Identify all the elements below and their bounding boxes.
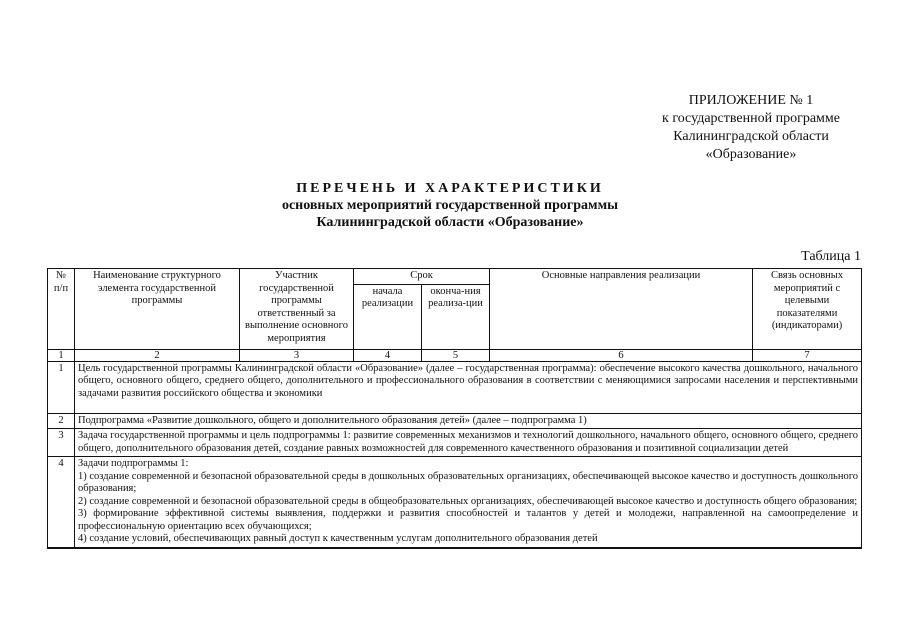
table-row	[48, 457, 862, 548]
row-text	[75, 457, 862, 548]
header-directions: Основные направления реализации	[490, 269, 753, 350]
column-number: 6	[490, 349, 753, 361]
appendix-block	[641, 92, 861, 164]
header-name: Наименование структурного элемента государственной программы	[75, 269, 240, 350]
appendix-line: Калининградской области	[673, 129, 829, 144]
appendix-title: ПРИЛОЖЕНИЕ № 1	[688, 93, 814, 108]
table-label: Таблица 1	[801, 249, 861, 264]
appendix-line: к государственной программе	[662, 111, 840, 126]
column-number: 4	[354, 349, 422, 361]
header-end: оконча-ния реализа-ции	[422, 284, 490, 349]
header-row	[48, 269, 862, 285]
heading-title: ПЕРЕЧЕНЬ И ХАРАКТЕРИСТИКИ	[296, 181, 604, 196]
document-heading	[200, 180, 700, 231]
task-line: 4) создание условий, обеспечивающих равный доступ к качественным услугам дополнительного образования детей	[78, 533, 598, 544]
row-text: Цель государственной программы Калининградской области «Образование» (далее – государственная программа): обеспечение высокого качества дошкольного, начального общего, основного общего, среднего общего, дополнительного и профессионального образования в соответствии с меняющимися запросами населения и перспективными задачами развития российского общества и экономики	[75, 361, 862, 413]
heading-subtitle: основных мероприятий государственной программы	[281, 198, 619, 213]
table-row	[48, 361, 862, 413]
table-row	[48, 413, 862, 429]
measures-table	[47, 268, 862, 549]
row-text: Задача государственной программы и цель подпрограммы 1: развитие современных механизмов и технологий дошкольного, начального общего, основного общего, среднего общего, дополнительного образования детей, создание равных возможностей для современного качественного образования и позитивной социализации детей	[75, 429, 862, 457]
appendix-line: «Образование»	[705, 147, 797, 162]
column-number: 3	[240, 349, 354, 361]
header-term: Срок	[354, 269, 490, 285]
header-link: Связь основных мероприятий с целевыми показателями (индикаторами)	[753, 269, 862, 350]
header-start: начала реализации	[354, 284, 422, 349]
row-number: 3	[48, 429, 75, 457]
column-number: 5	[422, 349, 490, 361]
row-number: 2	[48, 413, 75, 429]
column-number: 1	[48, 349, 75, 361]
header-num: № п/п	[48, 269, 75, 350]
row-number: 4	[48, 457, 75, 548]
task-line: Задачи подпрограммы 1:	[78, 458, 189, 469]
task-line: 3) формирование эффективной системы выявления, поддержки и развития способностей и талантов у детей и молодежи, направленной на самоопределение и профессиональную ориентацию всех обучающихся;	[78, 508, 859, 532]
header-participant: Участник государственной программы ответственный за выполнение основного мероприятия	[240, 269, 354, 350]
task-line: 1) создание современной и безопасной образовательной среды в дошкольных образовательных организациях, обеспечивающей высокое качество и доступность дошкольного образования;	[78, 470, 859, 494]
column-number: 2	[75, 349, 240, 361]
column-number: 7	[753, 349, 862, 361]
column-numbers-row	[48, 349, 862, 361]
row-text: Подпрограмма «Развитие дошкольного, общего и дополнительного образования детей» (далее – подпрограмма 1)	[75, 413, 862, 429]
heading-subtitle: Калининградской области «Образование»	[316, 215, 584, 230]
row-number: 1	[48, 361, 75, 413]
task-line: 2) создание современной и безопасной образовательной среды в общеобразовательных организациях, обеспечивающей высокое качество и доступность общего образования;	[78, 495, 858, 507]
table-row	[48, 429, 862, 457]
